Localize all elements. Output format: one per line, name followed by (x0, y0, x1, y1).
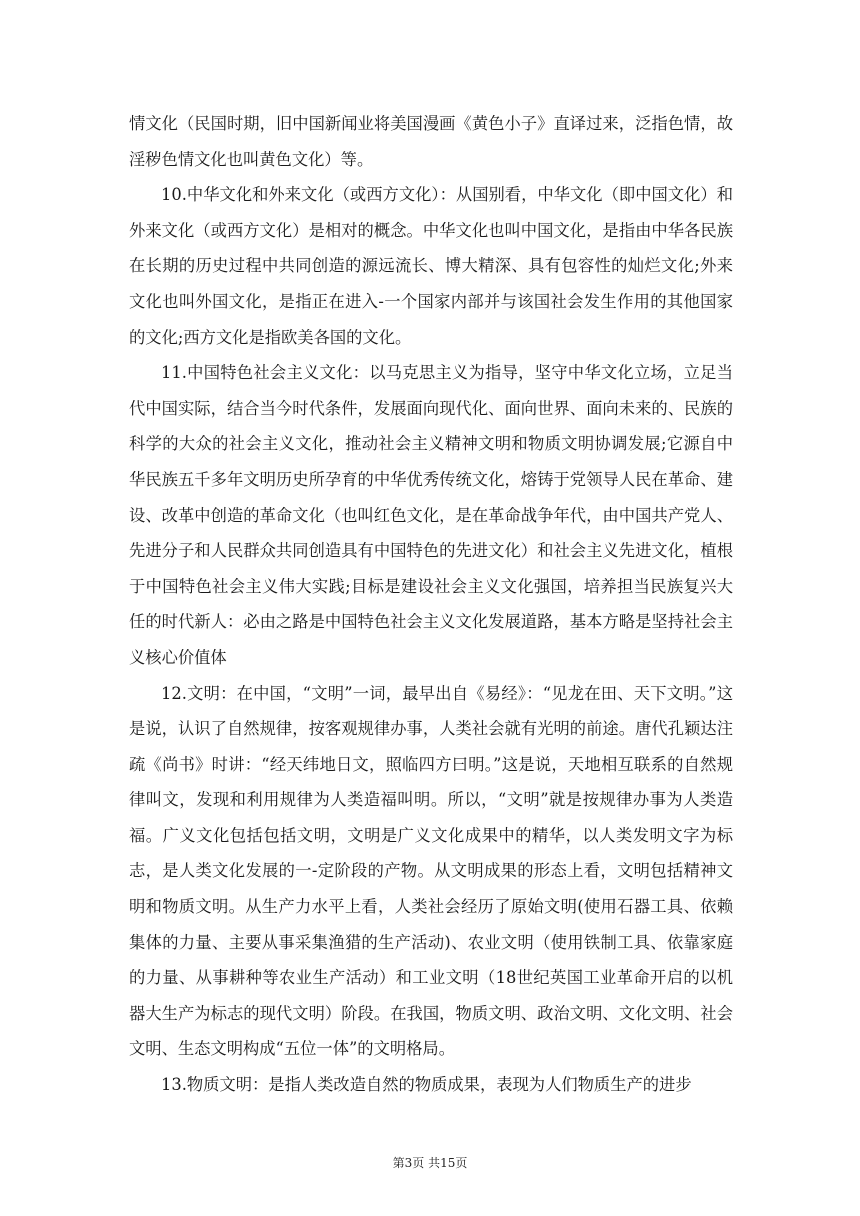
paragraph-12: 12.文明：在中国，“文明”一词，最早出自《易经》：“见龙在田、天下文明。”这是说，认识了自然规律，按客观规律办事，人类社会就有光明的前途。唐代孔颖达注疏《尚书》时讲：“经天纬地日文，照临四方曰明。”这是说，天地相互联系的自然规律叫文，发现和利用规律为人类造福叫明。所以，“文明”就是按规律办事为人类造福。广义文化包括包括文明，文明是广义文化成果中的精华，以人类发明文字为标志，是人类文化发展的一-定阶段的产物。从文明成果的形态上看，文明包括精神文明和物质文明。从生产力水平上看，人类社会经历了原始文明(使用石器工具、依赖集体的力量、主要从事采集渔猎的生产活动)、农业文明（使用铁制工具、依靠家庭的力量、从事耕种等农业生产活动）和工业文明（18世纪英国工业革命开启的以机器大生产为标志的现代文明）阶段。在我国，物质文明、政治文明、文化文明、社会文明、生态文明构成“五位一体”的文明格局。 (129, 683, 733, 1059)
page-footer: 第3页 共15页 (392, 1156, 468, 1170)
paragraph-continued: 情文化（民国时期，旧中国新闻业将美国漫画《黄色小子》直译过来，泛指色情，故淫秽色情文化也叫黄色文化）等。 (129, 114, 733, 169)
document-body (129, 106, 733, 1103)
paragraph-11: 11.中国特色社会主义文化：以马克思主义为指导，坚守中华文化立场，立足当代中国实际，结合当今时代条件，发展面向现代化、面向世界、面向未来的、民族的科学的大众的社会主义文化，推动社会主义精神文明和物质文明协调发展;它源自中华民族五千多年文明历史所孕育的中华优秀传统文化，熔铸于党领导人民在革命、建设、改革中创造的革命文化（也叫红色文化，是在革命战争年代，由中国共产党人、先进分子和人民群众共同创造具有中国特色的先进文化）和社会主义先进文化，植根于中国特色社会主义伟大实践;目标是建设社会主义文化强国，培养担当民族复兴大任的时代新人：必由之路是中国特色社会主义文化发展道路，基本方略是坚持社会主义核心价值体 (129, 363, 733, 667)
paragraph-10: 10.中华文化和外来文化（或西方文化）：从国别看，中华文化（即中国文化）和外来文化（或西方文化）是相对的概念。中华文化也叫中国文化，是指由中华各民族在长期的历史过程中共同创造的源远流长、博大精深、具有包容性的灿烂文化;外来文化也叫外国文化，是指正在进入-一个国家内部并与该国社会发生作用的其他国家的文化;西方文化是指欧美各国的文化。 (129, 185, 733, 347)
paragraph-13: 13.物质文明：是指人类改造自然的物质成果，表现为人们物质生产的进步 (161, 1075, 692, 1095)
